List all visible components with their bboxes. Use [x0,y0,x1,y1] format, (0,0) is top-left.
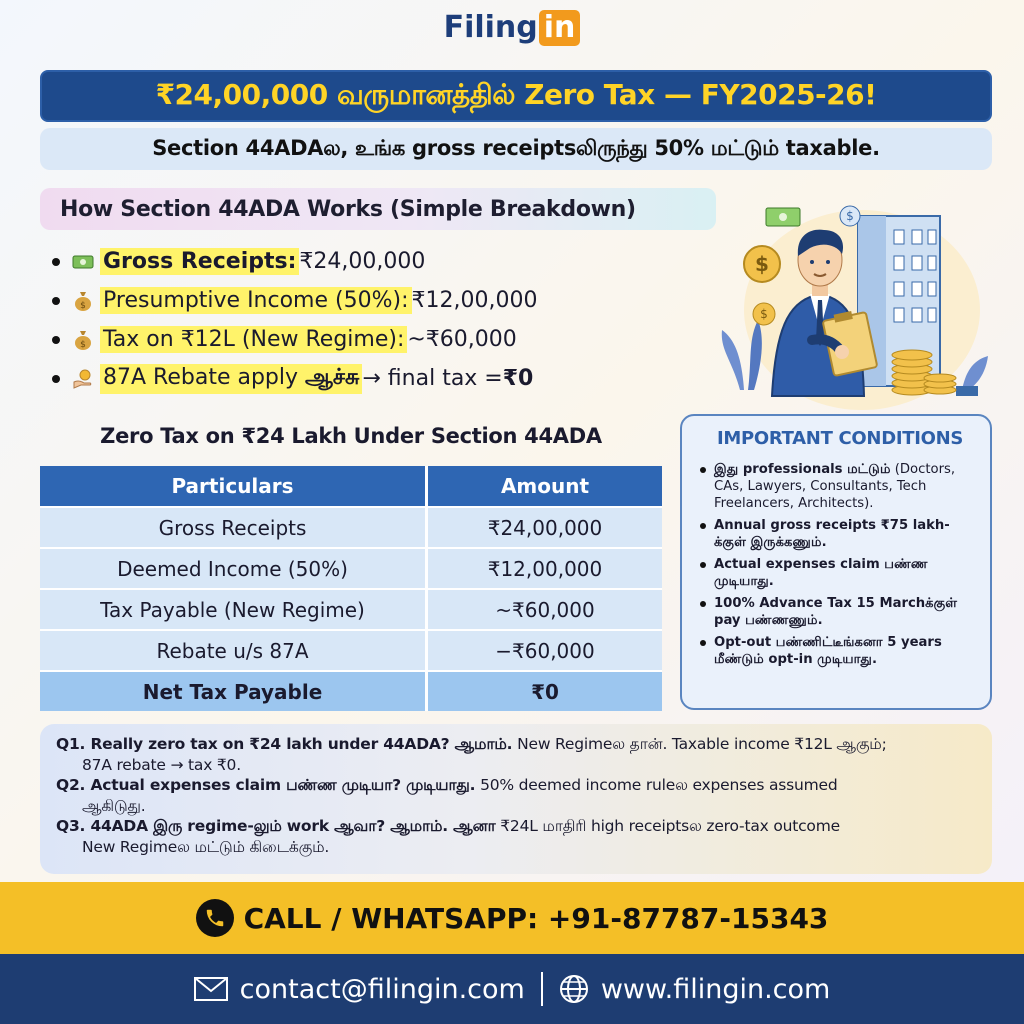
important-conditions-box [680,414,992,710]
faq-answer: ₹24L மாதிரி high receiptsல zero-tax outcome [495,817,840,835]
table-cell: ₹12,00,000 [428,547,662,588]
faq-answer: New Regimeல தான். Taxable income ₹12L ஆகும்; [512,735,887,753]
mail-icon [194,977,228,1001]
list-item [700,461,980,512]
logo-text: Filing [443,10,538,45]
final-tax-value: ₹0 [502,366,534,391]
svg-text:$: $ [80,339,86,350]
list-item [700,517,980,551]
final-tax-text: → final tax = [362,366,503,391]
condition-text: 100% Advance Tax 15 Marchக்குள் pay பண்ணணும். [714,596,958,628]
breakdown-list [52,242,692,398]
table-cell: ₹24,00,000 [428,506,662,547]
faq-question: Q2. Actual expenses claim பண்ண முடியா? முடியாது. [56,776,476,794]
faq-answer-cont: New Regimeல மட்டும் கிடைக்கும். [82,837,330,856]
bullet-dot [700,640,706,646]
rebate-label-text: 87A Rebate apply [103,364,306,390]
condition-text: இது professionals மட்டும் [714,462,891,477]
table-row [40,506,662,547]
rebate-label-tamil: ஆச்சு [305,364,360,390]
footer-bar [0,954,1024,1024]
table-cell: ₹0 [428,670,662,711]
bullet-dot [700,601,706,607]
svg-text:$: $ [846,209,854,223]
money-bag-icon [72,329,94,351]
table-title: Zero Tax on ₹24 Lakh Under Section 44ADA [100,424,602,448]
tax-on-12l-value: ~₹60,000 [407,327,517,352]
list-item [700,595,980,629]
faq-answer-cont: ஆகிடுது. [82,796,146,815]
headline-banner: ₹24,00,000 வருமானத்தில் Zero Tax — FY2025-26! [40,70,992,122]
bullet-dot [700,467,706,473]
faq-answer-cont: 87A rebate → tax ₹0. [82,755,241,774]
faq-item [56,734,976,775]
table-cell: −₹60,000 [428,629,662,670]
bullet-dot [700,523,706,529]
tax-breakdown-table [40,466,662,711]
table-cell: Net Tax Payable [40,670,428,711]
faq-item [56,816,976,857]
table-cell: Gross Receipts [40,506,428,547]
list-item [52,242,692,281]
logo-badge: in [539,10,581,46]
list-item [52,359,692,398]
svg-text:$: $ [755,252,769,276]
condition-text: Actual expenses claim பண்ண முடியாது. [714,557,928,589]
list-item [52,281,692,320]
table-row [40,629,662,670]
condition-text: Opt-out பண்ணிட்டீங்கனா 5 years மீண்டும் opt-in முடியாது. [714,635,942,667]
table-row [40,547,662,588]
website-link[interactable]: www.filingin.com [600,973,831,1005]
bullet-dot [52,336,60,344]
footer-divider [541,972,543,1006]
column-header-amount: Amount [428,466,662,506]
cash-icon [72,251,94,273]
list-item [52,320,692,359]
conditions-title: IMPORTANT CONDITIONS [716,428,964,449]
subheadline-banner: Section 44ADAல, உங்க gross receiptsலிருந்து 50% மட்டும் taxable. [40,128,992,170]
call-number[interactable]: CALL / WHATSAPP: +91-87787-15343 [243,901,829,935]
table-cell: Deemed Income (50%) [40,547,428,588]
table-cell: Rebate u/s 87A [40,629,428,670]
bullet-dot [52,297,60,305]
tax-on-12l-label: Tax on ₹12L (New Regime): [100,326,407,353]
faq-answer: 50% deemed income ruleல expenses assumed [475,776,838,794]
email-link[interactable]: contact@filingin.com [239,973,525,1005]
faq-box [40,724,992,874]
table-total-row [40,670,662,711]
faq-item [56,775,976,816]
call-whatsapp-bar[interactable] [0,882,1024,954]
svg-text:$: $ [760,307,768,321]
phone-icon [196,899,234,937]
condition-text: Annual gross receipts ₹75 lakh-க்குள் இருக்கணும். [714,518,950,550]
list-item [700,556,980,590]
conditions-list [700,461,980,668]
presumptive-income-label: Presumptive Income (50%): [100,287,412,314]
svg-text:$: $ [80,300,86,311]
presumptive-income-value: ₹12,00,000 [411,288,538,313]
gross-receipts-value: ₹24,00,000 [299,249,426,274]
professional-illustration [712,190,1002,410]
faq-question: Q1. Really zero tax on ₹24 lakh under 44ADA? ஆமாம். [56,735,513,753]
rebate-label [100,364,362,394]
condition-detail: (Doctors, CAs, Lawyers, Consultants, Tech Freelancers, Architects). [714,462,956,511]
bullet-dot [52,375,60,383]
table-cell: Tax Payable (New Regime) [40,588,428,629]
hand-coin-icon [72,368,94,390]
money-bag-icon [72,290,94,312]
table-row [40,588,662,629]
table-cell: ~₹60,000 [428,588,662,629]
list-item [700,634,980,668]
faq-question: Q3. 44ADA இரு regime-லும் work ஆவா? ஆமாம். ஆனா [56,817,496,835]
bullet-dot [52,258,60,266]
gross-receipts-label: Gross Receipts: [100,248,299,275]
how-section-title: How Section 44ADA Works (Simple Breakdown) [40,188,716,230]
brand-logo [0,10,1024,46]
table-header-row [40,466,662,506]
column-header-particulars: Particulars [40,466,428,506]
bullet-dot [700,562,706,568]
globe-icon [559,974,589,1004]
